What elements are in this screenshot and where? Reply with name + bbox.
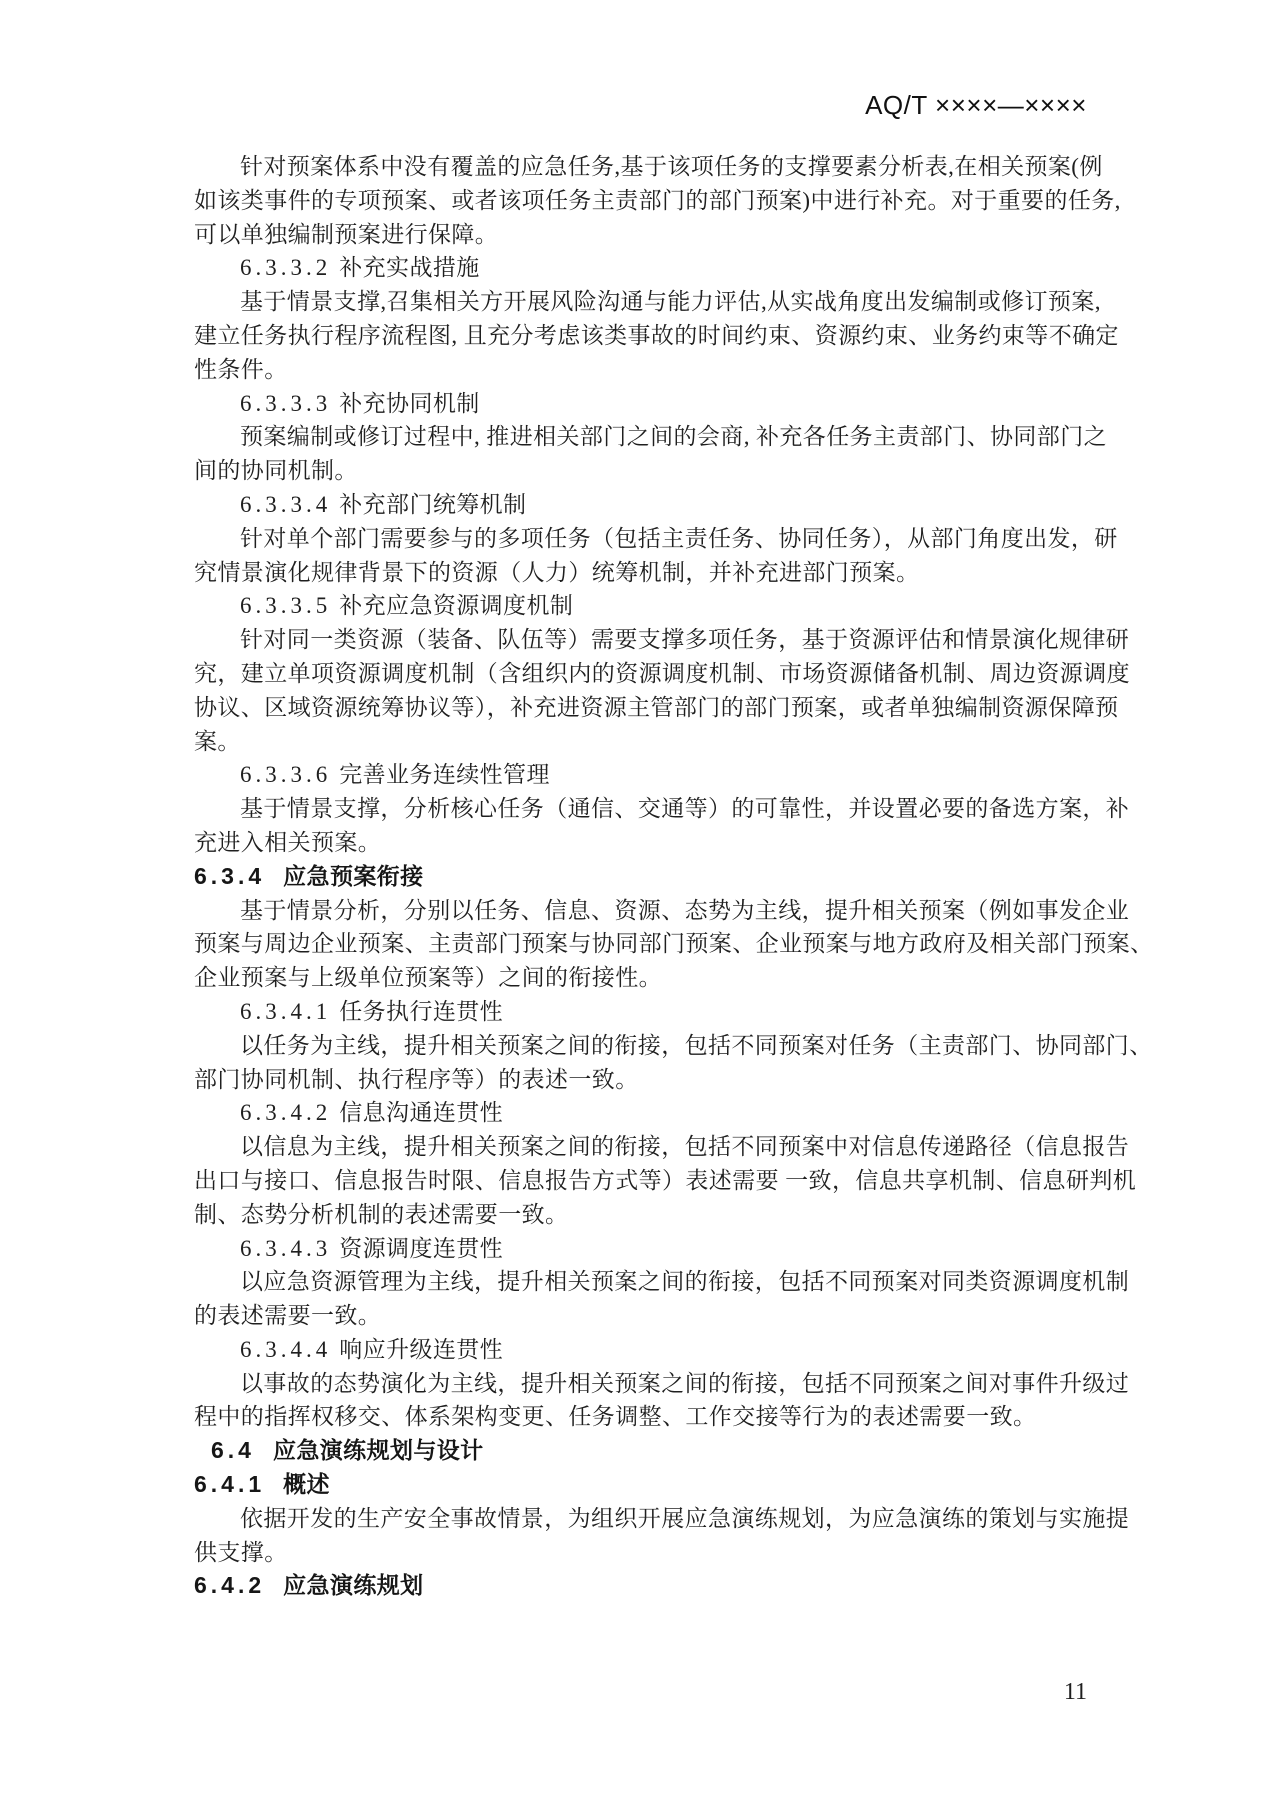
section-heading [194, 1096, 1094, 1130]
text-line: 以任务为主线，提升相关预案之间的衔接，包括不同预案对任务（主责部门、协同部门、 [240, 1032, 1153, 1058]
text-line: 的表述需要一致。 [194, 1303, 382, 1329]
text-line: 针对预案体系中没有覆盖的应急任务,基于该项任务的支撑要素分析表,在相关预案(例 [240, 154, 1103, 179]
text-line: 预案编制或修订过程中, 推进相关部门之间的会商, 补充各任务主责部门、协同部门之 [240, 424, 1107, 450]
text-line: 协议、区域资源统筹协议等），补充进资源主管部门的部门预案，或者单独编制资源保障预 [194, 694, 1119, 720]
heading-title: 资源调度连贯性 [339, 1235, 504, 1261]
text-line: 如该类事件的专项预案、或者该项任务主责部门的部门预案)中进行补充。对于重要的任务, [194, 187, 1121, 213]
heading-number: 6.3.4.3 [240, 1235, 332, 1261]
text-line: 企业预案与上级单位预案等）之间的衔接性。 [194, 965, 662, 991]
text-line: 针对单个部门需要参与的多项任务（包括主责任务、协同任务），从部门角度出发，研 [240, 525, 1118, 551]
heading-number: 6.4.2 [194, 1572, 266, 1599]
text-line: 供支撑。 [194, 1539, 288, 1565]
text-line: 预案与周边企业预案、主责部门预案与协同部门预案、企业预案与地方政府及相关部门预案、 [194, 931, 1154, 957]
text-line: 以信息为主线，提升相关预案之间的衔接，包括不同预案中对信息传递路径（信息报告 [240, 1134, 1130, 1160]
text-line: 出口与接口、信息报告时限、信息报告方式等）表述需要 一致，信息共享机制、信息研判机 [194, 1167, 1137, 1193]
heading-title: 补充应急资源调度机制 [339, 593, 574, 619]
heading-number: 6.3.4.1 [240, 998, 332, 1024]
text-line: 究情景演化规律背景下的资源（人力）统筹机制，并补充进部门预案。 [194, 559, 920, 585]
page-number: 11 [1063, 1679, 1087, 1705]
section-heading [194, 860, 1094, 894]
text-line: 可以单独编制预案进行保障。 [194, 221, 499, 247]
section-heading [194, 1569, 1094, 1603]
heading-number: 6.3.3.5 [240, 593, 332, 619]
section-heading [194, 387, 1094, 421]
section-heading [194, 1434, 1094, 1468]
section-heading [194, 589, 1094, 623]
text-line: 以应急资源管理为主线，提升相关预案之间的衔接，包括不同预案对同类资源调度机制 [240, 1269, 1130, 1295]
text-line: 以事故的态势演化为主线，提升相关预案之间的衔接，包括不同预案之间对事件升级过 [240, 1370, 1130, 1396]
section-heading [194, 488, 1094, 522]
text-line: 间的协同机制。 [194, 458, 358, 484]
text-line: 程中的指挥权移交、体系架构变更、任务调整、工作交接等行为的表述需要一致。 [194, 1404, 1037, 1430]
heading-title: 补充部门统筹机制 [339, 491, 527, 517]
heading-number: 6.4 [211, 1437, 255, 1464]
text-line: 基于情景支撑,召集相关方开展风险沟通与能力评估,从实战角度出发编制或修订预案, [240, 289, 1101, 315]
header-doc-code: AQ/T ××××—×××× [865, 90, 1087, 120]
text-line: 建立任务执行程序流程图, 且充分考虑该类事故的时间约束、资源约束、业务约束等不确定 [194, 322, 1119, 348]
heading-number: 6.3.4.4 [240, 1336, 332, 1362]
heading-title: 响应升级连贯性 [339, 1336, 504, 1362]
heading-title: 应急演练规划与设计 [272, 1437, 484, 1464]
heading-title: 信息沟通连贯性 [339, 1100, 504, 1126]
heading-title: 概述 [283, 1471, 330, 1498]
heading-number: 6.3.3.4 [240, 491, 332, 517]
section-heading [194, 251, 1094, 285]
heading-number: 6.3.3.2 [240, 255, 332, 281]
heading-title: 完善业务连续性管理 [339, 762, 550, 788]
section-heading [194, 758, 1094, 792]
heading-number: 6.3.4 [194, 862, 266, 889]
document-lines [194, 150, 1154, 1603]
heading-title: 补充协同机制 [339, 390, 480, 416]
text-line: 针对同一类资源（装备、队伍等）需要支撑多项任务，基于资源评估和情景演化规律研 [240, 627, 1130, 653]
section-heading [194, 1333, 1094, 1367]
text-line: 部门协同机制、执行程序等）的表述一致。 [194, 1066, 639, 1092]
text-line: 究，建立单项资源调度机制（含组织内的资源调度机制、市场资源储备机制、周边资源调度 [194, 660, 1130, 686]
text-line: 基于情景支撑，分析核心任务（通信、交通等）的可靠性，并设置必要的备选方案，补 [240, 796, 1130, 822]
text-line: 性条件。 [194, 356, 288, 382]
heading-title: 应急预案衔接 [283, 862, 424, 889]
text-line: 依据开发的生产安全事故情景，为组织开展应急演练规划，为应急演练的策划与实施提 [240, 1505, 1130, 1531]
text-line: 案。 [194, 728, 241, 754]
text-line: 制、态势分析机制的表述需要一致。 [194, 1201, 569, 1227]
section-heading [194, 995, 1094, 1029]
heading-number: 6.3.3.6 [240, 762, 332, 788]
heading-number: 6.3.4.2 [240, 1100, 332, 1126]
heading-title: 补充实战措施 [339, 255, 480, 281]
heading-number: 6.3.3.3 [240, 390, 332, 416]
section-heading [194, 1232, 1094, 1266]
text-line: 充进入相关预案。 [194, 829, 382, 855]
heading-title: 应急演练规划 [283, 1572, 424, 1599]
heading-number: 6.4.1 [194, 1471, 266, 1498]
heading-title: 任务执行连贯性 [339, 998, 504, 1024]
section-heading [194, 1468, 1094, 1502]
text-line: 基于情景分析，分别以任务、信息、资源、态势为主线，提升相关预案（例如事发企业 [240, 897, 1130, 923]
